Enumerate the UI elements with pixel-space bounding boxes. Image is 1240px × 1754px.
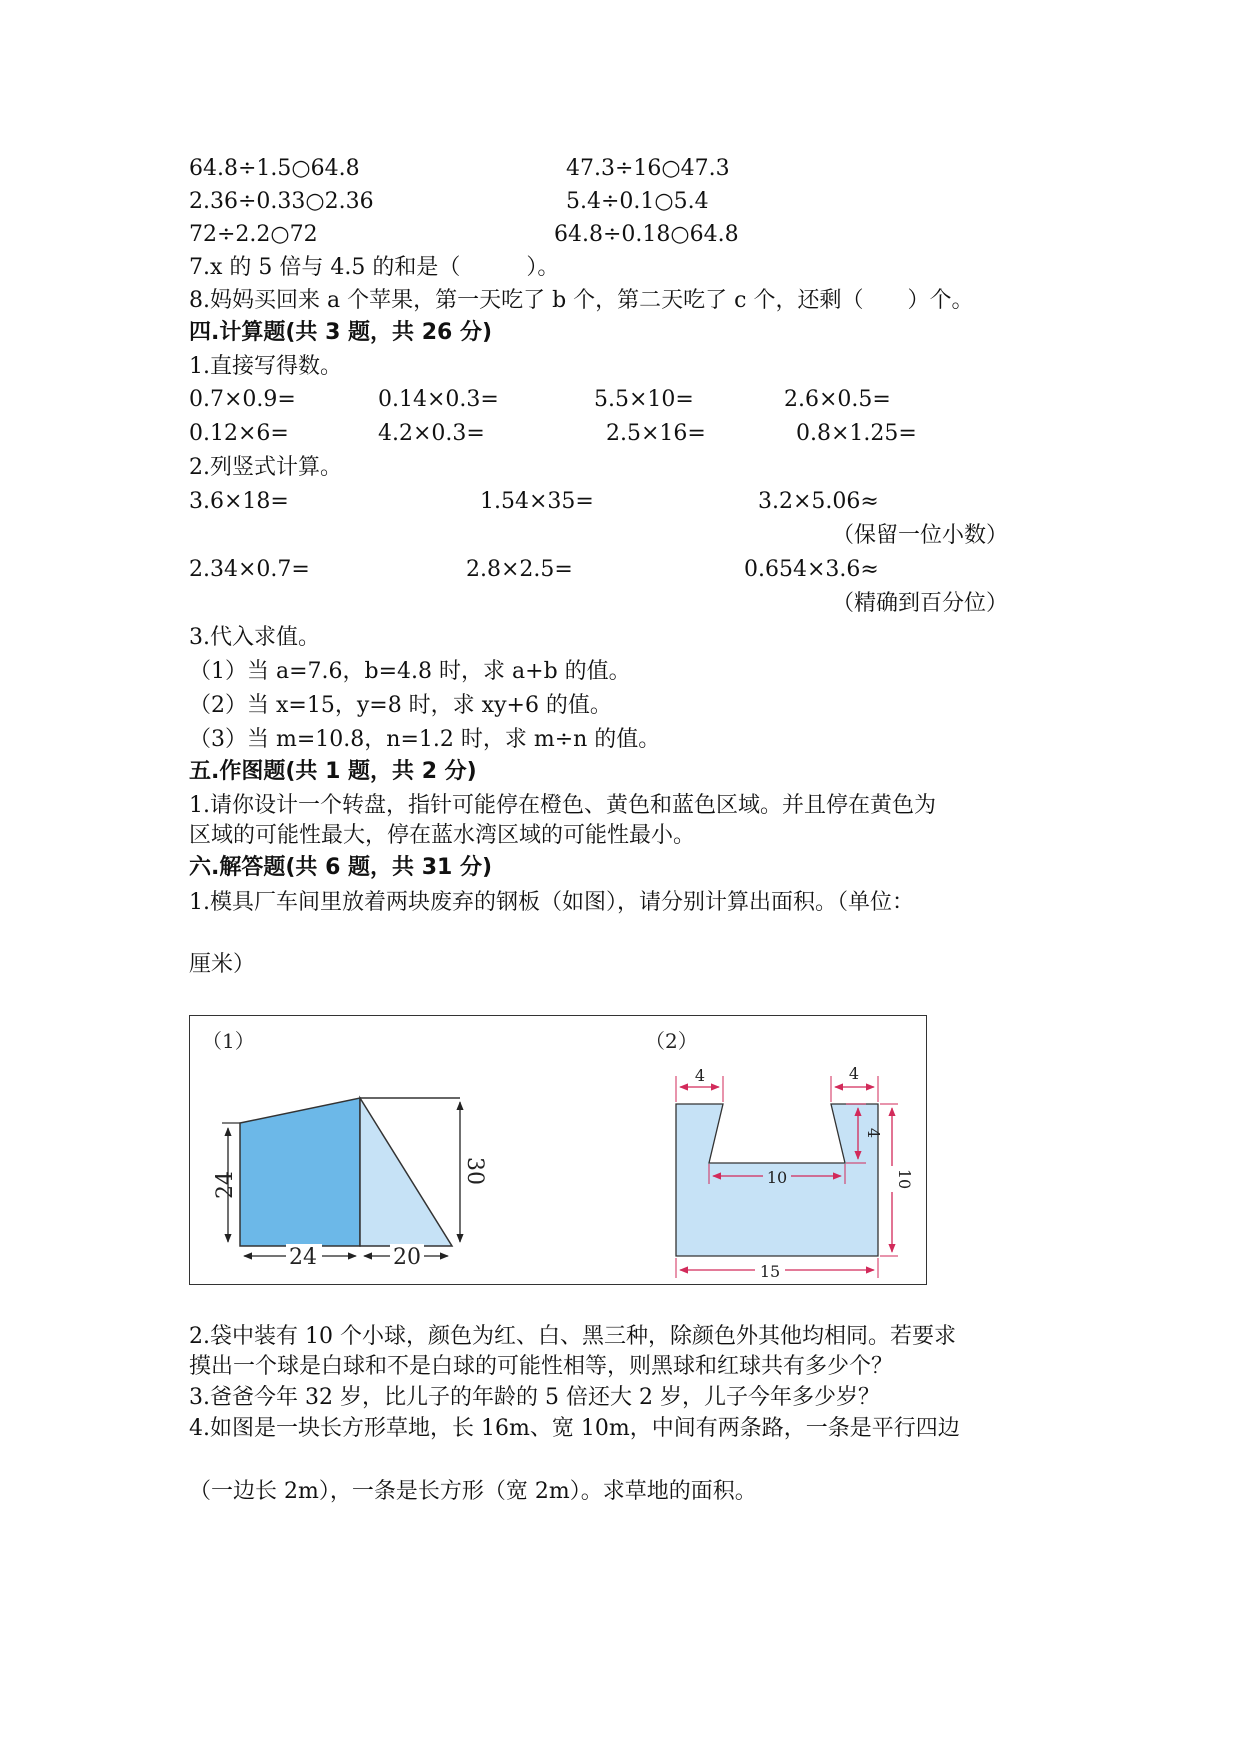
calc-r2-c1: 0.12×6=: [189, 421, 289, 446]
figure-1-height-24: 24: [213, 1171, 238, 1199]
round-note-1: （保留一位小数）: [832, 523, 1009, 548]
calc-r2-c4: 0.8×1.25=: [796, 421, 917, 446]
calc-r2-c3: 2.5×16=: [606, 421, 706, 446]
sec6-q3: 3.爸爸今年 32 岁，比儿子的年龄的 5 倍还大 2 岁，儿子今年多少岁？: [189, 1385, 880, 1410]
compare-3-left: 72÷2.2○72: [189, 222, 318, 247]
figure-2-label: （2）: [645, 1029, 698, 1053]
figure-2-top-right-4: 4: [848, 1064, 860, 1083]
steel-plate-figure: [189, 1015, 927, 1285]
calc-r1-c2: 0.14×0.3=: [378, 387, 499, 412]
vertical-r2-c1: 2.34×0.7=: [189, 557, 310, 582]
calc-r1-c1: 0.7×0.9=: [189, 387, 296, 412]
compare-1-left: 64.8÷1.5○64.8: [189, 156, 360, 181]
sec6-q1-line-1: 1.模具厂车间里放着两块废弃的钢板（如图），请分别计算出面积。（单位：: [189, 890, 914, 915]
sub-question-1: （1）当 a=7.6，b=4.8 时，求 a+b 的值。: [189, 659, 631, 684]
question-8: 8.妈妈买回来 a 个苹果，第一天吃了 b 个，第二天吃了 c 个，还剩（ ）个。: [189, 288, 974, 313]
figure-1-bottom-24: 24: [289, 1245, 317, 1270]
calc-r1-c4: 2.6×0.5=: [784, 387, 891, 412]
figure-2-notch-width-10: 10: [766, 1168, 788, 1187]
calc-r2-c2: 4.2×0.3=: [378, 421, 485, 446]
compare-3-right: 64.8÷0.18○64.8: [554, 222, 739, 247]
section-6-title: 六.解答题(共 6 题，共 31 分): [189, 855, 493, 880]
calc-r1-c3: 5.5×10=: [594, 387, 694, 412]
figure-2-notch-depth-4: 4: [864, 1127, 883, 1139]
vertical-r1-c3: 3.2×5.06≈: [758, 489, 879, 514]
sec4-q2: 2.列竖式计算。: [189, 455, 342, 480]
compare-1-right: 47.3÷16○47.3: [566, 156, 730, 181]
sec6-q2-line-1: 2.袋中装有 10 个小球，颜色为红、白、黑三种，除颜色外其他均相同。若要求: [189, 1324, 956, 1349]
vertical-r2-c2: 2.8×2.5=: [466, 557, 573, 582]
compare-2-left: 2.36÷0.33○2.36: [189, 189, 374, 214]
vertical-r2-c3: 0.654×3.6≈: [744, 557, 879, 582]
figure-1-label: （1）: [202, 1029, 255, 1053]
sec6-q2-line-2: 摸出一个球是白球和不是白球的可能性相等，则黑球和红球共有多少个？: [189, 1354, 894, 1379]
sub-question-2: （2）当 x=15，y=8 时，求 xy+6 的值。: [189, 693, 612, 718]
figure-1-bottom-20: 20: [393, 1245, 421, 1270]
figure-2-height-10: 10: [895, 1168, 914, 1190]
section-5-title: 五.作图题(共 1 题，共 2 分): [189, 759, 477, 784]
question-7: 7.x 的 5 倍与 4.5 的和是（ ）。: [189, 255, 560, 280]
sec4-q3: 3.代入求值。: [189, 625, 320, 650]
vertical-r1-c2: 1.54×35=: [480, 489, 594, 514]
sec6-q4-line-1: 4.如图是一块长方形草地，长 16m、宽 10m，中间有两条路，一条是平行四边: [189, 1416, 960, 1441]
sec6-q1-line-2: 厘米）: [189, 952, 256, 977]
sec6-q4-line-2: （一边长 2m），一条是长方形（宽 2m）。求草地的面积。: [189, 1479, 757, 1504]
sec5-line-1: 1.请你设计一个转盘，指针可能停在橙色、黄色和蓝色区域。并且停在黄色为: [189, 793, 936, 818]
figure-2-width-15: 15: [759, 1262, 781, 1281]
round-note-2: （精确到百分位）: [832, 591, 1009, 616]
sec5-line-2: 区域的可能性最大，停在蓝水湾区域的可能性最小。: [189, 823, 696, 848]
vertical-r1-c1: 3.6×18=: [189, 489, 289, 514]
sub-question-3: （3）当 m=10.8，n=1.2 时，求 m÷n 的值。: [189, 727, 661, 752]
sec4-q1: 1.直接写得数。: [189, 354, 342, 379]
figure-1-dark-region: [240, 1098, 360, 1246]
figure-1-light-triangle: [360, 1098, 452, 1246]
figure-1-height-30: 30: [462, 1157, 487, 1185]
compare-2-right: 5.4÷0.1○5.4: [566, 189, 709, 214]
figure-2-top-left-4: 4: [694, 1066, 706, 1085]
steel-plate-diagram: [190, 1016, 928, 1286]
section-4-title: 四.计算题(共 3 题，共 26 分): [189, 320, 493, 345]
